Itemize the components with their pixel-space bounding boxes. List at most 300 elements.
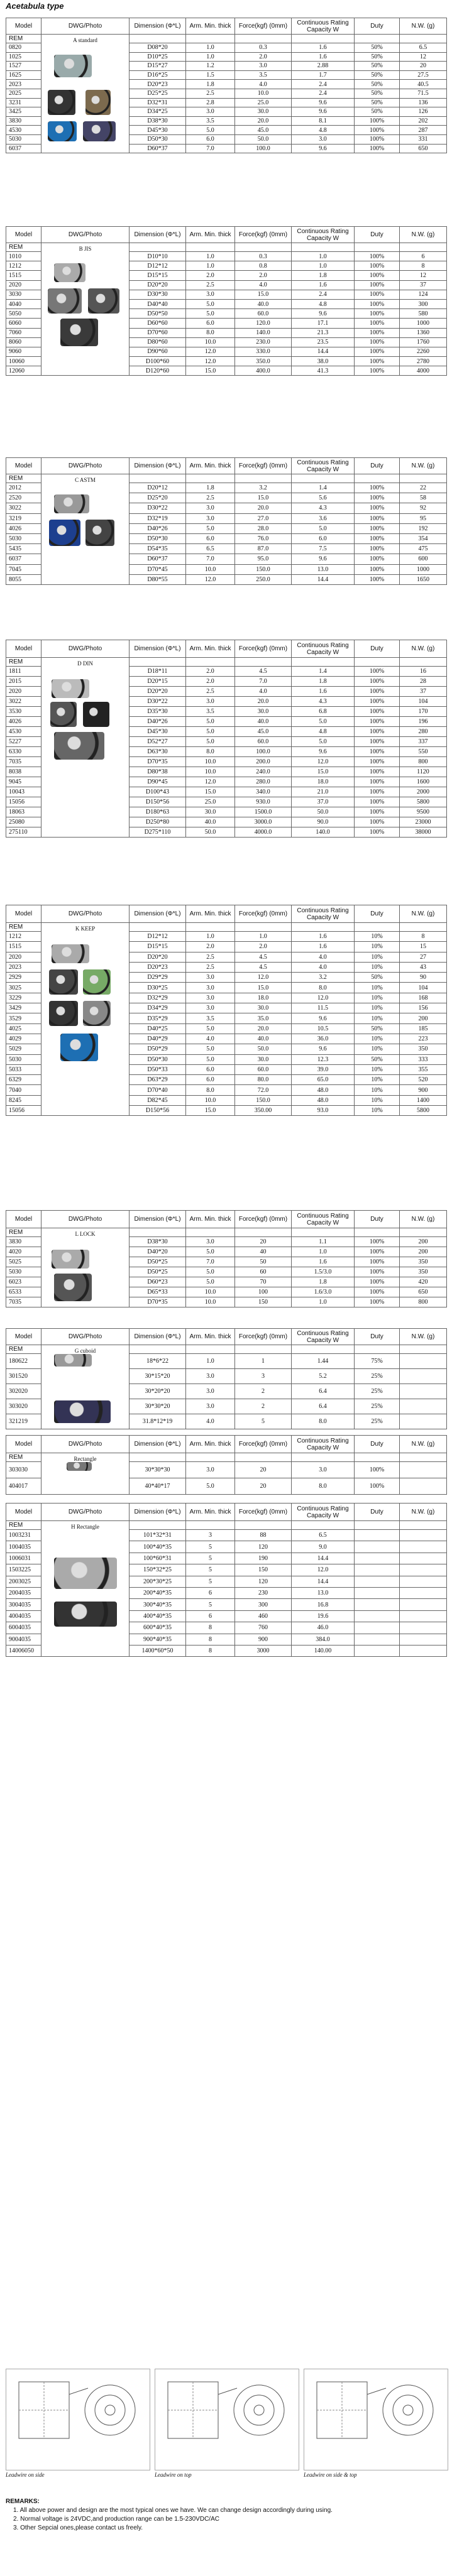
header-force: Force(kgf) (0mm) <box>235 458 292 474</box>
model-cell: 1503225 <box>6 1564 41 1576</box>
duty-cell: 25% <box>355 1369 400 1384</box>
rating-cell: 6.4 <box>292 1399 355 1414</box>
weight-cell: 20 <box>400 62 447 71</box>
header-force: Force(kgf) (0mm) <box>235 1329 292 1345</box>
rating-cell: 1.0 <box>292 1297 355 1307</box>
drawing-icon <box>304 2369 448 2470</box>
arm-thick-cell: 12.0 <box>186 347 235 356</box>
header-model: Model <box>6 1329 41 1345</box>
force-cell: 4.0 <box>235 687 292 697</box>
force-cell: 20.0 <box>235 116 292 126</box>
rating-cell: 7.5 <box>292 544 355 554</box>
force-cell: 2 <box>235 1399 292 1414</box>
model-cell: 4040 <box>6 299 41 308</box>
header-dim: Dimension (Φ*L) <box>130 640 186 658</box>
rating-cell: 10.5 <box>292 1023 355 1034</box>
rating-cell: 384.0 <box>292 1634 355 1645</box>
rating-cell: 1.6 <box>292 1257 355 1267</box>
header-cont: Continuous Rating Capacity W <box>292 1211 355 1228</box>
dimension-cell: D70*60 <box>130 328 186 337</box>
dwg-photo-cell <box>41 35 130 153</box>
rating-cell: 48.0 <box>292 1095 355 1105</box>
duty-cell <box>355 1530 400 1541</box>
duty-cell: 100% <box>355 280 400 290</box>
duty-cell: 100% <box>355 493 400 503</box>
duty-cell: 10% <box>355 1044 400 1054</box>
rem-empty-cell <box>355 1453 400 1462</box>
header-model: Model <box>6 1436 41 1453</box>
weight-cell: 350 <box>400 1267 447 1277</box>
rating-cell: 9.6 <box>292 144 355 153</box>
dimension-cell: D70*35 <box>130 757 186 767</box>
header-force: Force(kgf) (0mm) <box>235 1436 292 1453</box>
rating-cell: 21.3 <box>292 328 355 337</box>
dimension-cell: D275*110 <box>130 827 186 838</box>
rating-cell: 15.0 <box>292 767 355 777</box>
rating-cell: 9.6 <box>292 98 355 107</box>
force-cell: 2.0 <box>235 52 292 62</box>
product-photo <box>54 732 104 760</box>
force-cell: 4.0 <box>235 80 292 89</box>
table-header-row <box>6 905 447 923</box>
weight-cell: 95 <box>400 513 447 523</box>
rating-cell: 4.8 <box>292 299 355 308</box>
weight-cell: 124 <box>400 290 447 299</box>
duty-cell: 50% <box>355 62 400 71</box>
force-cell: 3000 <box>235 1645 292 1656</box>
spec-table <box>6 640 447 838</box>
model-cell: 5435 <box>6 544 41 554</box>
rating-cell: 1.44 <box>292 1354 355 1369</box>
model-cell: 9060 <box>6 347 41 356</box>
arm-thick-cell: 6 <box>186 1610 235 1622</box>
duty-cell: 50% <box>355 89 400 98</box>
model-cell: 6060 <box>6 319 41 328</box>
spec-section-4 <box>6 640 446 838</box>
rating-cell: 37.0 <box>292 797 355 807</box>
model-cell: 6330 <box>6 747 41 757</box>
model-cell: 3022 <box>6 697 41 707</box>
dimension-cell: D50*25 <box>130 1267 186 1277</box>
rem-empty-cell <box>355 1345 400 1354</box>
arm-thick-cell: 8 <box>186 1645 235 1656</box>
arm-thick-cell: 1.0 <box>186 52 235 62</box>
rating-cell: 1.6 <box>292 687 355 697</box>
arm-thick-cell: 8.0 <box>186 1085 235 1095</box>
header-arm: Arm. Min. thick <box>186 1504 235 1521</box>
dimension-cell: D32*31 <box>130 98 186 107</box>
dimension-cell: 31.8*12*19 <box>130 1414 186 1429</box>
weight-cell: 354 <box>400 533 447 543</box>
product-photo <box>50 702 77 727</box>
dimension-cell: D80*38 <box>130 767 186 777</box>
dimension-cell: D50*50 <box>130 309 186 319</box>
duty-cell: 100% <box>355 1478 400 1495</box>
header-arm: Arm. Min. thick <box>186 1329 235 1345</box>
arm-thick-cell: 5.0 <box>186 727 235 737</box>
rem-row <box>6 474 447 483</box>
rating-cell: 38.0 <box>292 357 355 366</box>
rating-cell: 48.0 <box>292 1085 355 1095</box>
dimension-cell: D40*40 <box>130 299 186 308</box>
model-cell: 1515 <box>6 271 41 280</box>
force-cell: 0.3 <box>235 43 292 53</box>
rem-empty-cell <box>400 1345 447 1354</box>
model-cell: 9045 <box>6 777 41 787</box>
arm-thick-cell: 1.8 <box>186 483 235 493</box>
arm-thick-cell: 5 <box>186 1564 235 1576</box>
duty-cell: 100% <box>355 777 400 787</box>
dimension-cell: D80*60 <box>130 337 186 347</box>
product-photo <box>54 1558 117 1589</box>
dimension-cell: D100*43 <box>130 787 186 797</box>
force-cell: 100 <box>235 1287 292 1297</box>
arm-thick-cell: 10.0 <box>186 564 235 574</box>
header-force: Force(kgf) (0mm) <box>235 1211 292 1228</box>
dimension-cell: 1400*60*50 <box>130 1645 186 1656</box>
weight-cell: 550 <box>400 747 447 757</box>
rem-empty-cell <box>235 658 292 667</box>
dimension-cell: 30*15*20 <box>130 1369 186 1384</box>
model-cell: 2003025 <box>6 1576 41 1587</box>
rem-empty-cell <box>355 658 400 667</box>
model-cell: 15056 <box>6 797 41 807</box>
header-nw: N.W. (g) <box>400 1211 447 1228</box>
duty-cell <box>355 1576 400 1587</box>
weight-cell: 40.5 <box>400 80 447 89</box>
rem-empty-cell <box>186 35 235 43</box>
weight-cell: 9500 <box>400 807 447 817</box>
model-cell: 3219 <box>6 513 41 523</box>
weight-cell: 170 <box>400 707 447 717</box>
dimension-cell: 101*32*31 <box>130 1530 186 1541</box>
table-header-row <box>6 1329 447 1345</box>
figure-caption: Leadwire on side & top <box>304 2472 357 2478</box>
header-duty: Duty <box>355 458 400 474</box>
force-cell: 230.0 <box>235 337 292 347</box>
arm-thick-cell: 5.0 <box>186 1023 235 1034</box>
duty-cell: 100% <box>355 564 400 574</box>
header-dim: Dimension (Φ*L) <box>130 1329 186 1345</box>
rating-cell: 9.6 <box>292 554 355 564</box>
arm-thick-cell: 3.0 <box>186 697 235 707</box>
leadwire-diagram <box>304 2369 448 2470</box>
arm-thick-cell: 30.0 <box>186 807 235 817</box>
rem-empty-cell <box>130 35 186 43</box>
weight-cell: 92 <box>400 503 447 513</box>
header-duty: Duty <box>355 1211 400 1228</box>
rating-cell: 16.8 <box>292 1599 355 1610</box>
force-cell: 240.0 <box>235 767 292 777</box>
spec-table <box>6 905 447 1116</box>
rem-label: REM <box>6 923 41 932</box>
header-cont: Continuous Rating Capacity W <box>292 640 355 658</box>
dimension-cell: 18*6*22 <box>130 1354 186 1369</box>
model-cell: 4020 <box>6 1247 41 1257</box>
model-cell: 3830 <box>6 1237 41 1247</box>
rem-empty-cell <box>186 658 235 667</box>
weight-cell: 16 <box>400 667 447 677</box>
arm-thick-cell: 2.5 <box>186 89 235 98</box>
force-cell: 2.0 <box>235 942 292 952</box>
rating-cell: 50.0 <box>292 807 355 817</box>
force-cell: 120.0 <box>235 319 292 328</box>
model-cell: 180622 <box>6 1354 41 1369</box>
model-cell: 1004035 <box>6 1541 41 1553</box>
dimension-cell: D38*30 <box>130 116 186 126</box>
weight-cell: 43 <box>400 962 447 972</box>
rating-cell: 9.0 <box>292 1541 355 1553</box>
rem-empty-cell <box>186 243 235 252</box>
model-cell: 7035 <box>6 1297 41 1307</box>
header-dwg: DWG/Photo <box>41 1211 130 1228</box>
rem-empty-cell <box>355 1228 400 1237</box>
force-cell: 5 <box>235 1414 292 1429</box>
duty-cell: 100% <box>355 328 400 337</box>
arm-thick-cell: 5.0 <box>186 1054 235 1064</box>
rating-cell: 140.0 <box>292 827 355 838</box>
series-tag: D DIN <box>77 660 93 667</box>
rem-row <box>6 658 447 667</box>
rating-cell: 3.2 <box>292 973 355 983</box>
rating-cell: 1.0 <box>292 261 355 271</box>
weight-cell: 202 <box>400 116 447 126</box>
duty-cell: 25% <box>355 1399 400 1414</box>
force-cell: 40.0 <box>235 299 292 308</box>
rem-empty-cell <box>130 243 186 252</box>
arm-thick-cell: 6.0 <box>186 533 235 543</box>
model-cell: 3425 <box>6 107 41 117</box>
header-dwg: DWG/Photo <box>41 1436 130 1453</box>
duty-cell: 100% <box>355 707 400 717</box>
header-model: Model <box>6 18 41 35</box>
force-cell: 3.0 <box>235 62 292 71</box>
force-cell: 120 <box>235 1541 292 1553</box>
rem-empty-cell <box>235 243 292 252</box>
rating-cell: 12.0 <box>292 1564 355 1576</box>
rem-empty-cell <box>186 923 235 932</box>
dimension-cell: D150*56 <box>130 1106 186 1116</box>
table-header-row <box>6 1504 447 1521</box>
arm-thick-cell: 5.0 <box>186 1277 235 1287</box>
model-cell: 303030 <box>6 1462 41 1478</box>
rem-empty-cell <box>292 1228 355 1237</box>
arm-thick-cell: 12.0 <box>186 574 235 584</box>
arm-thick-cell: 3.0 <box>186 503 235 513</box>
product-photo <box>83 121 116 141</box>
weight-cell: 12 <box>400 271 447 280</box>
header-dwg: DWG/Photo <box>41 1329 130 1345</box>
force-cell: 1500.0 <box>235 807 292 817</box>
duty-cell: 100% <box>355 1237 400 1247</box>
arm-thick-cell: 5.0 <box>186 523 235 533</box>
series-tag: H Rectangle <box>71 1524 99 1530</box>
rating-cell: 13.0 <box>292 564 355 574</box>
rating-cell: 1.6 <box>292 280 355 290</box>
spec-table <box>6 18 447 153</box>
arm-thick-cell: 5.0 <box>186 1044 235 1054</box>
weight-cell: 333 <box>400 1054 447 1064</box>
dimension-cell: D60*23 <box>130 1277 186 1287</box>
force-cell: 20 <box>235 1237 292 1247</box>
arm-thick-cell: 8 <box>186 1622 235 1634</box>
force-cell: 60.0 <box>235 1064 292 1074</box>
force-cell: 10.0 <box>235 89 292 98</box>
dimension-cell: D30*22 <box>130 697 186 707</box>
weight-cell: 12 <box>400 52 447 62</box>
arm-thick-cell: 50.0 <box>186 827 235 838</box>
arm-thick-cell: 7.0 <box>186 144 235 153</box>
weight-cell: 223 <box>400 1034 447 1044</box>
duty-cell: 100% <box>355 513 400 523</box>
model-cell: 18063 <box>6 807 41 817</box>
duty-cell: 100% <box>355 727 400 737</box>
dimension-cell: D100*60 <box>130 357 186 366</box>
duty-cell <box>355 1587 400 1598</box>
dimension-cell: D30*30 <box>130 290 186 299</box>
header-dim: Dimension (Φ*L) <box>130 1436 186 1453</box>
arm-thick-cell: 3.0 <box>186 1462 235 1478</box>
force-cell: 280.0 <box>235 777 292 787</box>
duty-cell: 25% <box>355 1414 400 1429</box>
duty-cell: 10% <box>355 932 400 942</box>
model-cell: 4025 <box>6 1023 41 1034</box>
header-cont: Continuous Rating Capacity W <box>292 1329 355 1345</box>
rating-cell: 1.8 <box>292 1277 355 1287</box>
duty-cell <box>355 1553 400 1564</box>
force-cell: 4000.0 <box>235 827 292 838</box>
dimension-cell: D32*19 <box>130 513 186 523</box>
model-cell: 8055 <box>6 574 41 584</box>
weight-cell: 185 <box>400 1023 447 1034</box>
model-cell: 2015 <box>6 677 41 687</box>
arm-thick-cell: 5 <box>186 1541 235 1553</box>
dwg-photo-cell <box>41 1228 130 1307</box>
header-model: Model <box>6 640 41 658</box>
weight-cell <box>400 1462 447 1478</box>
arm-thick-cell: 2.0 <box>186 271 235 280</box>
arm-thick-cell: 5.0 <box>186 1267 235 1277</box>
arm-thick-cell: 3.0 <box>186 1399 235 1414</box>
weight-cell: 350 <box>400 1257 447 1267</box>
product-photo <box>88 288 119 314</box>
product-photo <box>49 1001 78 1026</box>
rating-cell: 12.0 <box>292 757 355 767</box>
rem-empty-cell <box>400 474 447 483</box>
weight-cell: 23000 <box>400 817 447 827</box>
weight-cell: 2260 <box>400 347 447 356</box>
rating-cell: 2.88 <box>292 62 355 71</box>
product-photo <box>60 1034 98 1061</box>
arm-thick-cell: 10.0 <box>186 1297 235 1307</box>
rem-empty-cell <box>292 1521 355 1530</box>
spec-section-1 <box>6 18 446 153</box>
duty-cell: 50% <box>355 1023 400 1034</box>
weight-cell: 600 <box>400 554 447 564</box>
duty-cell: 50% <box>355 70 400 80</box>
weight-cell <box>400 1610 447 1622</box>
model-cell: 275110 <box>6 827 41 838</box>
header-model: Model <box>6 227 41 243</box>
force-cell: 2.0 <box>235 271 292 280</box>
product-photo <box>48 121 77 141</box>
model-cell: 8245 <box>6 1095 41 1105</box>
rating-cell: 9.6 <box>292 107 355 117</box>
model-cell: 4026 <box>6 717 41 727</box>
weight-cell: 27 <box>400 952 447 962</box>
duty-cell <box>355 1622 400 1634</box>
force-cell: 40 <box>235 1247 292 1257</box>
force-cell: 0.8 <box>235 261 292 271</box>
rem-empty-cell <box>186 1521 235 1530</box>
model-cell: 5025 <box>6 1257 41 1267</box>
model-cell: 6329 <box>6 1075 41 1085</box>
rem-empty-cell <box>130 658 186 667</box>
dimension-cell: D70*40 <box>130 1085 186 1095</box>
dimension-cell: 600*40*35 <box>130 1622 186 1634</box>
force-cell: 150.0 <box>235 1095 292 1105</box>
force-cell: 30.0 <box>235 107 292 117</box>
force-cell: 20 <box>235 1478 292 1495</box>
header-nw: N.W. (g) <box>400 458 447 474</box>
dimension-cell: 150*32*25 <box>130 1564 186 1576</box>
series-tag: C ASTM <box>75 477 96 483</box>
drawing-icon <box>155 2369 299 2470</box>
header-nw: N.W. (g) <box>400 227 447 243</box>
force-cell: 18.0 <box>235 993 292 1003</box>
force-cell: 7.0 <box>235 677 292 687</box>
dimension-cell: D40*26 <box>130 523 186 533</box>
rating-cell: 8.0 <box>292 983 355 993</box>
duty-cell: 10% <box>355 1003 400 1013</box>
dimension-cell: D20*12 <box>130 483 186 493</box>
model-cell: 1025 <box>6 52 41 62</box>
rating-cell: 6.0 <box>292 533 355 543</box>
rating-cell: 14.4 <box>292 574 355 584</box>
duty-cell: 10% <box>355 942 400 952</box>
duty-cell: 100% <box>355 787 400 797</box>
model-cell: 2004035 <box>6 1587 41 1598</box>
dimension-cell: D10*25 <box>130 52 186 62</box>
rating-cell: 9.6 <box>292 1044 355 1054</box>
duty-cell: 100% <box>355 261 400 271</box>
table-header-row <box>6 227 447 243</box>
rating-cell: 3.0 <box>292 134 355 144</box>
header-nw: N.W. (g) <box>400 1436 447 1453</box>
arm-thick-cell: 4.0 <box>186 1034 235 1044</box>
arm-thick-cell: 3 <box>186 1530 235 1541</box>
series-tag: L LOCK <box>75 1231 96 1237</box>
dimension-cell: D34*29 <box>130 1003 186 1013</box>
model-cell: 3231 <box>6 98 41 107</box>
model-cell: 7035 <box>6 757 41 767</box>
arm-thick-cell: 8.0 <box>186 747 235 757</box>
arm-thick-cell: 7.0 <box>186 1257 235 1267</box>
dimension-cell: D63*29 <box>130 1075 186 1085</box>
model-cell: 3004035 <box>6 1599 41 1610</box>
header-cont: Continuous Rating Capacity W <box>292 458 355 474</box>
arm-thick-cell: 10.0 <box>186 337 235 347</box>
duty-cell: 100% <box>355 144 400 153</box>
rem-empty-cell <box>130 474 186 483</box>
weight-cell: 136 <box>400 98 447 107</box>
dimension-cell: D54*35 <box>130 544 186 554</box>
weight-cell <box>400 1587 447 1598</box>
rem-row <box>6 243 447 252</box>
header-dwg: DWG/Photo <box>41 905 130 923</box>
weight-cell <box>400 1564 447 1576</box>
header-model: Model <box>6 458 41 474</box>
